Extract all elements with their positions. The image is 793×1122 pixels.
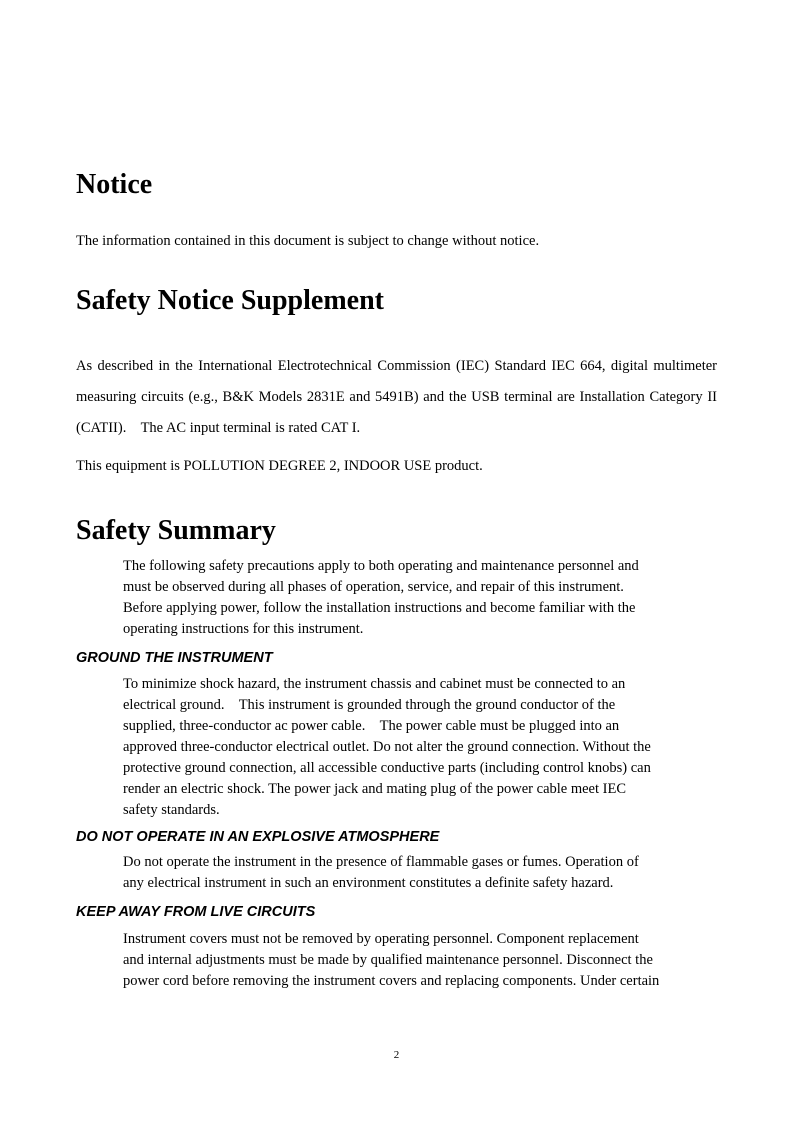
- page-number: 2: [393, 1049, 400, 1061]
- paragraph-line: Before applying power, follow the installation instructions and become familiar with the: [123, 600, 636, 616]
- supplement-paragraph-iec: As described in the International Electrotechnical Commission (IEC) Standard IEC 664, digital multimeter measuring circuits (e.g., B&K Models 2831E and 5491B) and the USB terminal are Installation Category II (CATII). The AC input terminal is rated CAT I.: [76, 358, 717, 436]
- safety-summary-title: Safety Summary: [76, 515, 276, 546]
- supplement-paragraph-pollution: This equipment is POLLUTION DEGREE 2, INDOOR USE product.: [76, 458, 483, 474]
- paragraph-line: must be observed during all phases of operation, service, and repair of this instrument.: [123, 579, 624, 595]
- safety-summary-intro: [123, 556, 715, 640]
- live-circuits-heading: KEEP AWAY FROM LIVE CIRCUITS: [76, 904, 316, 920]
- ground-instrument-body: [123, 674, 715, 821]
- paragraph-line: protective ground connection, all accessible conductive parts (including control knobs) can: [123, 760, 651, 776]
- paragraph-line: electrical ground. This instrument is grounded through the ground conductor of the: [123, 697, 616, 713]
- paragraph-line: Instrument covers must not be removed by operating personnel. Component replacement: [123, 931, 639, 947]
- explosive-atmosphere-heading: DO NOT OPERATE IN AN EXPLOSIVE ATMOSPHERE: [76, 829, 440, 845]
- paragraph-line: any electrical instrument in such an environment constitutes a definite safety hazard.: [123, 875, 614, 891]
- paragraph-line: operating instructions for this instrument.: [123, 621, 364, 637]
- safety-notice-supplement-title: Safety Notice Supplement: [76, 285, 384, 316]
- live-circuits-body: [123, 929, 715, 992]
- paragraph-line: and internal adjustments must be made by qualified maintenance personnel. Disconnect the: [123, 952, 653, 968]
- paragraph-line: The following safety precautions apply to both operating and maintenance personnel and: [123, 558, 639, 574]
- paragraph-line: Do not operate the instrument in the presence of flammable gases or fumes. Operation of: [123, 854, 639, 870]
- ground-instrument-heading: GROUND THE INSTRUMENT: [76, 650, 273, 666]
- notice-title: Notice: [76, 169, 153, 200]
- paragraph-line: To minimize shock hazard, the instrument chassis and cabinet must be connected to an: [123, 676, 626, 692]
- paragraph-line: approved three-conductor electrical outlet. Do not alter the ground connection. Without the: [123, 739, 651, 755]
- paragraph-line: supplied, three-conductor ac power cable. The power cable must be plugged into an: [123, 718, 620, 734]
- paragraph-line: power cord before removing the instrument covers and replacing components. Under certain: [123, 973, 660, 989]
- paragraph-line: safety standards.: [123, 802, 220, 818]
- explosive-atmosphere-body: [123, 852, 715, 894]
- paragraph-line: render an electric shock. The power jack and mating plug of the power cable meet IEC: [123, 781, 627, 797]
- notice-text: The information contained in this document is subject to change without notice.: [76, 233, 540, 249]
